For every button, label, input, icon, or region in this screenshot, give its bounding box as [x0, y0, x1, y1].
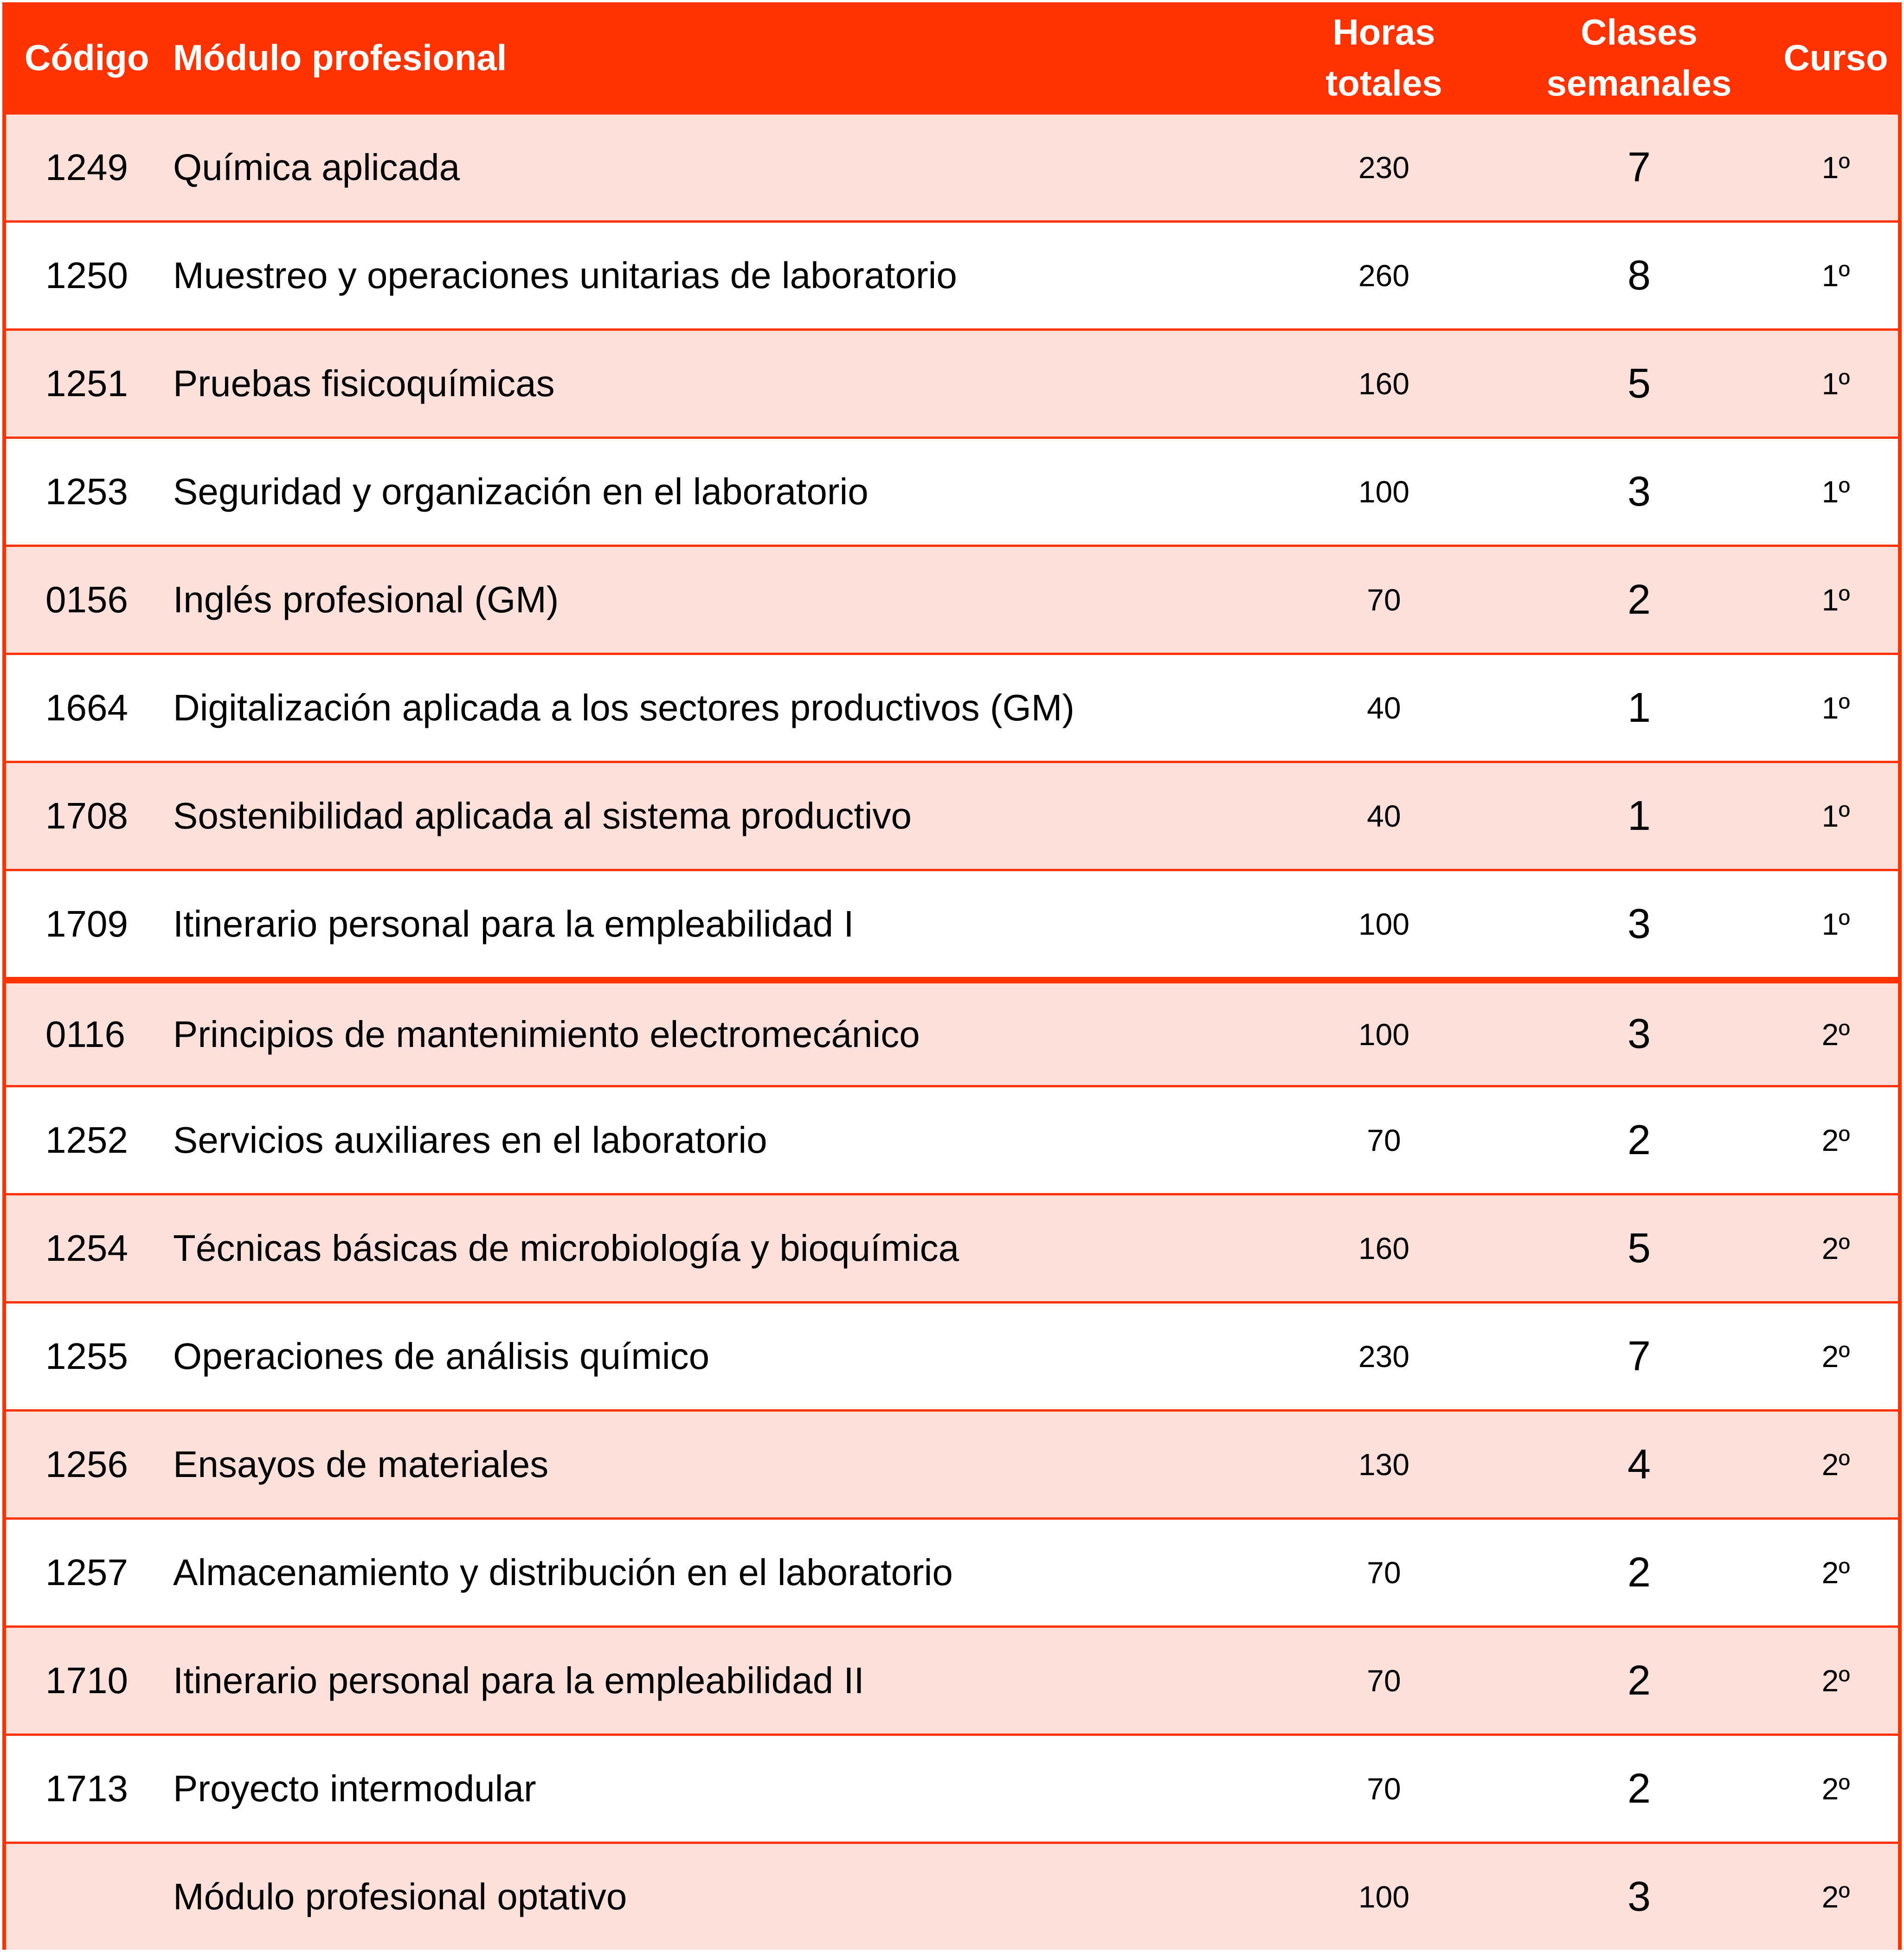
cell-classes-text: 3	[1627, 1873, 1651, 1920]
cell-hours-text: 100	[1358, 475, 1410, 509]
cell-classes-text: 1	[1627, 684, 1651, 731]
cell-code	[6, 1736, 159, 1842]
table-row	[6, 1842, 1898, 1950]
cell-course	[1774, 547, 1898, 653]
cell-code	[6, 1303, 159, 1409]
cell-classes	[1505, 331, 1774, 437]
cell-course-text: 1º	[1821, 583, 1850, 617]
cell-module-text: Itinerario personal para la empleabilidad I	[173, 903, 854, 944]
cell-course	[1774, 1736, 1898, 1842]
cell-hours-text: 40	[1367, 691, 1401, 725]
cell-hours-text: 70	[1367, 583, 1401, 617]
cell-module-text: Principios de mantenimiento electromecánico	[173, 1013, 920, 1055]
cell-module	[159, 115, 1263, 220]
cell-hours	[1263, 115, 1505, 220]
cell-classes-text: 2	[1627, 1657, 1651, 1704]
cell-module	[159, 1303, 1263, 1409]
cell-course-text: 2º	[1821, 1772, 1850, 1806]
header-code-label: Código	[25, 37, 149, 78]
cell-module	[159, 1844, 1263, 1950]
cell-code-text: 1254	[45, 1227, 128, 1269]
cell-module-text: Técnicas básicas de microbiología y bioquímica	[173, 1227, 959, 1269]
cell-course	[1774, 655, 1898, 761]
cell-hours-text: 160	[1358, 366, 1410, 401]
table-row	[6, 1734, 1898, 1842]
cell-hours	[1263, 223, 1505, 328]
cell-code	[6, 1628, 159, 1734]
cell-code-text: 0116	[45, 1013, 126, 1055]
cell-classes-text: 2	[1627, 1765, 1651, 1812]
cell-module	[159, 547, 1263, 653]
cell-code	[6, 439, 159, 545]
table-row	[6, 1301, 1898, 1409]
cell-module-text: Digitalización aplicada a los sectores productivos (GM)	[173, 687, 1075, 728]
header-module-label: Módulo profesional	[173, 37, 507, 78]
cell-course-text: 1º	[1821, 691, 1850, 725]
cell-hours	[1263, 1844, 1505, 1950]
cell-classes-text: 5	[1627, 360, 1651, 407]
cell-classes-text: 1	[1627, 792, 1651, 839]
cell-classes	[1505, 223, 1774, 328]
table-row	[6, 761, 1898, 869]
cell-classes-text: 8	[1627, 252, 1651, 299]
cell-classes	[1505, 1087, 1774, 1193]
cell-classes-text: 3	[1627, 468, 1651, 515]
cell-classes	[1505, 1628, 1774, 1734]
cell-hours	[1263, 1087, 1505, 1193]
table-body	[6, 112, 1898, 1950]
cell-code	[6, 1412, 159, 1517]
cell-code-text: 1664	[45, 687, 128, 728]
cell-module	[159, 1520, 1263, 1625]
cell-course	[1774, 763, 1898, 869]
cell-classes	[1505, 1520, 1774, 1625]
cell-module-text: Sostenibilidad aplicada al sistema productivo	[173, 795, 912, 836]
cell-code-text: 1253	[45, 471, 128, 512]
header-classes-label	[1547, 6, 1732, 109]
cell-hours-text: 130	[1358, 1447, 1410, 1482]
cell-module-text: Química aplicada	[173, 147, 460, 188]
cell-classes-text: 7	[1627, 1333, 1651, 1380]
cell-classes	[1505, 439, 1774, 545]
header-classes-line1: Clases	[1581, 11, 1698, 52]
cell-code-text: 1251	[45, 363, 128, 404]
modules-table	[2, 2, 1902, 1950]
cell-course-text: 2º	[1821, 1447, 1850, 1482]
cell-hours	[1263, 871, 1505, 977]
cell-module-text: Itinerario personal para la empleabilidad II	[173, 1660, 864, 1701]
cell-course	[1774, 1087, 1898, 1193]
cell-hours-text: 230	[1358, 1339, 1410, 1374]
cell-module	[159, 1087, 1263, 1193]
cell-code-text: 1256	[45, 1444, 128, 1485]
cell-course-text: 1º	[1821, 150, 1850, 185]
cell-course-text: 2º	[1821, 1231, 1850, 1265]
cell-hours-text: 160	[1358, 1231, 1410, 1265]
table-row	[6, 545, 1898, 653]
cell-code	[6, 1844, 159, 1950]
cell-classes-text: 7	[1627, 144, 1651, 191]
cell-module-text: Pruebas fisicoquímicas	[173, 363, 555, 404]
cell-classes	[1505, 547, 1774, 653]
cell-code-text: 1709	[45, 903, 128, 944]
cell-code	[6, 655, 159, 761]
cell-hours	[1263, 763, 1505, 869]
cell-hours-text: 230	[1358, 150, 1410, 185]
header-course	[1774, 2, 1898, 112]
cell-classes	[1505, 1195, 1774, 1301]
cell-hours	[1263, 1303, 1505, 1409]
cell-code-text: 1250	[45, 255, 128, 296]
cell-code-text: 1252	[45, 1119, 128, 1161]
cell-course-text: 1º	[1821, 799, 1850, 833]
cell-course	[1774, 983, 1898, 1085]
table-row	[6, 1085, 1898, 1193]
header-code	[6, 2, 159, 112]
table-header	[6, 2, 1898, 112]
cell-code-text: 1249	[45, 147, 128, 188]
cell-course	[1774, 1195, 1898, 1301]
cell-module-text: Proyecto intermodular	[173, 1768, 536, 1809]
cell-course	[1774, 223, 1898, 328]
table-row	[6, 1409, 1898, 1517]
cell-code	[6, 763, 159, 869]
header-module	[159, 2, 1263, 112]
cell-code	[6, 1520, 159, 1625]
table-row	[6, 977, 1898, 1085]
table-row	[6, 869, 1898, 977]
header-hours-line2: totales	[1325, 62, 1442, 103]
cell-hours	[1263, 1195, 1505, 1301]
cell-classes	[1505, 115, 1774, 220]
cell-course-text: 2º	[1821, 1880, 1850, 1914]
cell-course-text: 2º	[1821, 1663, 1850, 1698]
cell-classes-text: 5	[1627, 1225, 1651, 1271]
cell-hours-text: 260	[1358, 258, 1410, 293]
cell-code	[6, 1087, 159, 1193]
cell-course	[1774, 439, 1898, 545]
cell-hours-text: 70	[1367, 1555, 1401, 1590]
cell-module	[159, 1412, 1263, 1517]
table-row	[6, 1625, 1898, 1734]
cell-course	[1774, 1303, 1898, 1409]
cell-code-text: 1257	[45, 1552, 128, 1593]
cell-code	[6, 547, 159, 653]
header-hours-line1: Horas	[1332, 11, 1435, 52]
cell-module-text: Ensayos de materiales	[173, 1444, 549, 1485]
cell-hours-text: 40	[1367, 799, 1401, 833]
cell-module-text: Operaciones de análisis químico	[173, 1336, 710, 1377]
cell-course-text: 2º	[1821, 1123, 1850, 1157]
cell-module	[159, 983, 1263, 1085]
cell-course	[1774, 1628, 1898, 1734]
cell-code-text: 0156	[45, 579, 128, 620]
cell-classes	[1505, 763, 1774, 869]
cell-hours	[1263, 1520, 1505, 1625]
cell-code	[6, 871, 159, 977]
cell-module	[159, 439, 1263, 545]
cell-classes	[1505, 983, 1774, 1085]
header-hours-label	[1325, 6, 1442, 109]
cell-course-text: 2º	[1821, 1555, 1850, 1590]
cell-classes	[1505, 1303, 1774, 1409]
cell-module-text: Almacenamiento y distribución en el laboratorio	[173, 1552, 953, 1593]
cell-course-text: 1º	[1821, 258, 1850, 293]
cell-course-text: 1º	[1821, 366, 1850, 401]
table-row	[6, 328, 1898, 437]
cell-classes	[1505, 655, 1774, 761]
cell-code-text: 1708	[45, 795, 128, 836]
cell-course	[1774, 1412, 1898, 1517]
cell-module	[159, 763, 1263, 869]
cell-module-text: Inglés profesional (GM)	[173, 579, 559, 620]
cell-classes-text: 3	[1627, 1011, 1651, 1057]
cell-classes-text: 2	[1627, 1117, 1651, 1163]
table-row	[6, 437, 1898, 545]
cell-course-text: 2º	[1821, 1339, 1850, 1374]
cell-course	[1774, 1844, 1898, 1950]
cell-course	[1774, 1520, 1898, 1625]
cell-module	[159, 331, 1263, 437]
table-row	[6, 1517, 1898, 1625]
cell-module-text: Seguridad y organización en el laboratorio	[173, 471, 868, 512]
cell-hours	[1263, 983, 1505, 1085]
cell-hours-text: 70	[1367, 1663, 1401, 1698]
cell-classes	[1505, 1736, 1774, 1842]
cell-code	[6, 983, 159, 1085]
cell-classes-text: 4	[1627, 1441, 1651, 1488]
table-row	[6, 1193, 1898, 1301]
cell-module	[159, 1195, 1263, 1301]
cell-hours	[1263, 439, 1505, 545]
cell-module-text: Módulo profesional optativo	[173, 1876, 627, 1917]
cell-hours	[1263, 1628, 1505, 1734]
cell-hours	[1263, 547, 1505, 653]
table-row	[6, 112, 1898, 220]
cell-code-text: 1710	[45, 1660, 128, 1701]
cell-code	[6, 223, 159, 328]
cell-module-text: Muestreo y operaciones unitarias de laboratorio	[173, 255, 957, 296]
cell-classes-text: 2	[1627, 1549, 1651, 1596]
cell-hours	[1263, 1736, 1505, 1842]
cell-hours	[1263, 1412, 1505, 1517]
cell-code	[6, 1195, 159, 1301]
cell-classes	[1505, 1844, 1774, 1950]
cell-classes-text: 3	[1627, 900, 1651, 947]
cell-hours	[1263, 655, 1505, 761]
cell-hours-text: 70	[1367, 1772, 1401, 1806]
cell-module	[159, 1628, 1263, 1734]
cell-module	[159, 655, 1263, 761]
cell-course-text: 1º	[1821, 907, 1850, 941]
cell-classes-text: 2	[1627, 576, 1651, 623]
table-row	[6, 220, 1898, 328]
header-course-label: Curso	[1783, 37, 1888, 78]
cell-hours-text: 100	[1358, 1017, 1410, 1052]
table-row	[6, 653, 1898, 761]
cell-code-text: 1255	[45, 1336, 128, 1377]
cell-code	[6, 115, 159, 220]
cell-hours-text: 100	[1358, 907, 1410, 941]
cell-course	[1774, 871, 1898, 977]
cell-course-text: 2º	[1821, 1017, 1850, 1052]
cell-classes	[1505, 871, 1774, 977]
cell-course	[1774, 115, 1898, 220]
header-classes-line2: semanales	[1546, 62, 1732, 103]
cell-classes	[1505, 1412, 1774, 1517]
cell-hours	[1263, 331, 1505, 437]
cell-module-text: Servicios auxiliares en el laboratorio	[173, 1119, 767, 1161]
header-classes	[1505, 2, 1774, 112]
cell-course-text: 1º	[1821, 475, 1850, 509]
cell-hours-text: 100	[1358, 1880, 1410, 1914]
cell-hours-text: 70	[1367, 1123, 1401, 1157]
cell-module	[159, 871, 1263, 977]
cell-module	[159, 1736, 1263, 1842]
cell-module	[159, 223, 1263, 328]
cell-code	[6, 331, 159, 437]
cell-code-text: 1713	[45, 1768, 128, 1809]
cell-course	[1774, 331, 1898, 437]
header-hours	[1263, 2, 1505, 112]
